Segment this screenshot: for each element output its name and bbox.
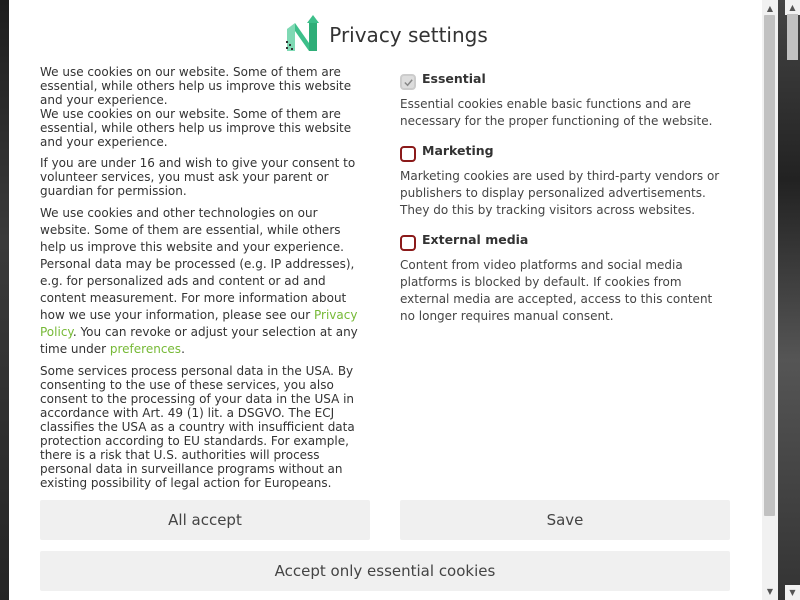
- scroll-down-arrow-icon[interactable]: ▼: [766, 587, 774, 596]
- category-description: Content from video platforms and social media platforms is blocked by default. If cookies from external media are accepted, access to this content no longer requires manual consent.: [400, 258, 713, 323]
- external-media-checkbox[interactable]: [400, 235, 416, 251]
- category-description: Marketing cookies are used by third-party vendors or publishers to display personalized advertisements. They do this by tracking visitors across websites.: [400, 169, 720, 217]
- category-header: [400, 142, 720, 166]
- category-external-media: [400, 231, 720, 325]
- save-button[interactable]: Save: [400, 500, 730, 540]
- privacy-settings-dialog: [9, 0, 762, 600]
- intro-text: [40, 65, 362, 497]
- dialog-header: [9, 14, 762, 56]
- category-label: Marketing: [422, 143, 494, 158]
- brand-logo-icon: [283, 15, 321, 55]
- category-essential: [400, 70, 720, 130]
- cookie-categories: [400, 70, 720, 337]
- category-header: [400, 231, 720, 255]
- category-header: [400, 70, 720, 94]
- page-scrollbar-thumb[interactable]: [787, 14, 798, 60]
- essential-checkbox[interactable]: [400, 74, 416, 90]
- usa-data-paragraph: Some services process personal data in the USA. By consenting to the use of these services, you also consent to the processing of your data in the USA in accordance with Art. 49 (1) lit. a DSGVO. The ECJ classifies the USA as a country with insufficient data protection according to EU standards. For example, there is a risk that U.S. authorities will process personal data in surveillance programs without an existing possibility of legal action for Europeans.: [40, 364, 355, 490]
- privacy-policy-link[interactable]: Privacy Policy: [40, 308, 358, 339]
- accept-all-button[interactable]: All accept: [40, 500, 370, 540]
- category-label: External media: [422, 232, 529, 247]
- scroll-up-arrow-icon[interactable]: ▲: [766, 4, 774, 13]
- intro-paragraph: We use cookies on our website. Some of them are essential, while others help us improve this website and your experience.: [40, 107, 352, 149]
- page-scroll-up-arrow-icon[interactable]: ▲: [785, 0, 800, 15]
- category-label: Essential: [422, 71, 486, 86]
- preferences-link[interactable]: preferences: [109, 342, 182, 356]
- marketing-checkbox[interactable]: [400, 146, 416, 162]
- dialog-scrollbar[interactable]: [762, 0, 778, 600]
- category-description: Essential cookies enable basic functions and are necessary for the proper functioning of the website.: [400, 97, 713, 128]
- cookie-info-text: We use cookies and other technologies on our website. Some of them are essential, while others help us improve this website and your experience. Personal data may be processed (e.g. IP addresses), e.g. for personalized ads and content or ad and content measurement. For more information about how we use your information, please see our: [40, 206, 355, 322]
- accept-essential-button[interactable]: Accept only essential cookies: [40, 551, 730, 591]
- cookie-info-text: .: [181, 342, 185, 356]
- scrollbar-thumb[interactable]: [764, 15, 775, 516]
- intro-paragraph: We use cookies on our website. Some of them are essential, while others help us improve this website and your experience.: [40, 65, 352, 107]
- checkmark-icon: [403, 77, 414, 88]
- cookie-info-text: . You can revoke or adjust your selection at any time under: [40, 325, 358, 356]
- cookie-info-paragraph: [40, 205, 362, 358]
- dialog-title: Privacy settings: [329, 23, 488, 47]
- page-scroll-down-arrow-icon[interactable]: ▼: [785, 585, 800, 600]
- age-consent-paragraph: If you are under 16 and wish to give your consent to volunteer services, you must ask your parent or guardian for permission.: [40, 156, 356, 198]
- background-page-strip: [778, 0, 800, 600]
- category-marketing: [400, 142, 720, 219]
